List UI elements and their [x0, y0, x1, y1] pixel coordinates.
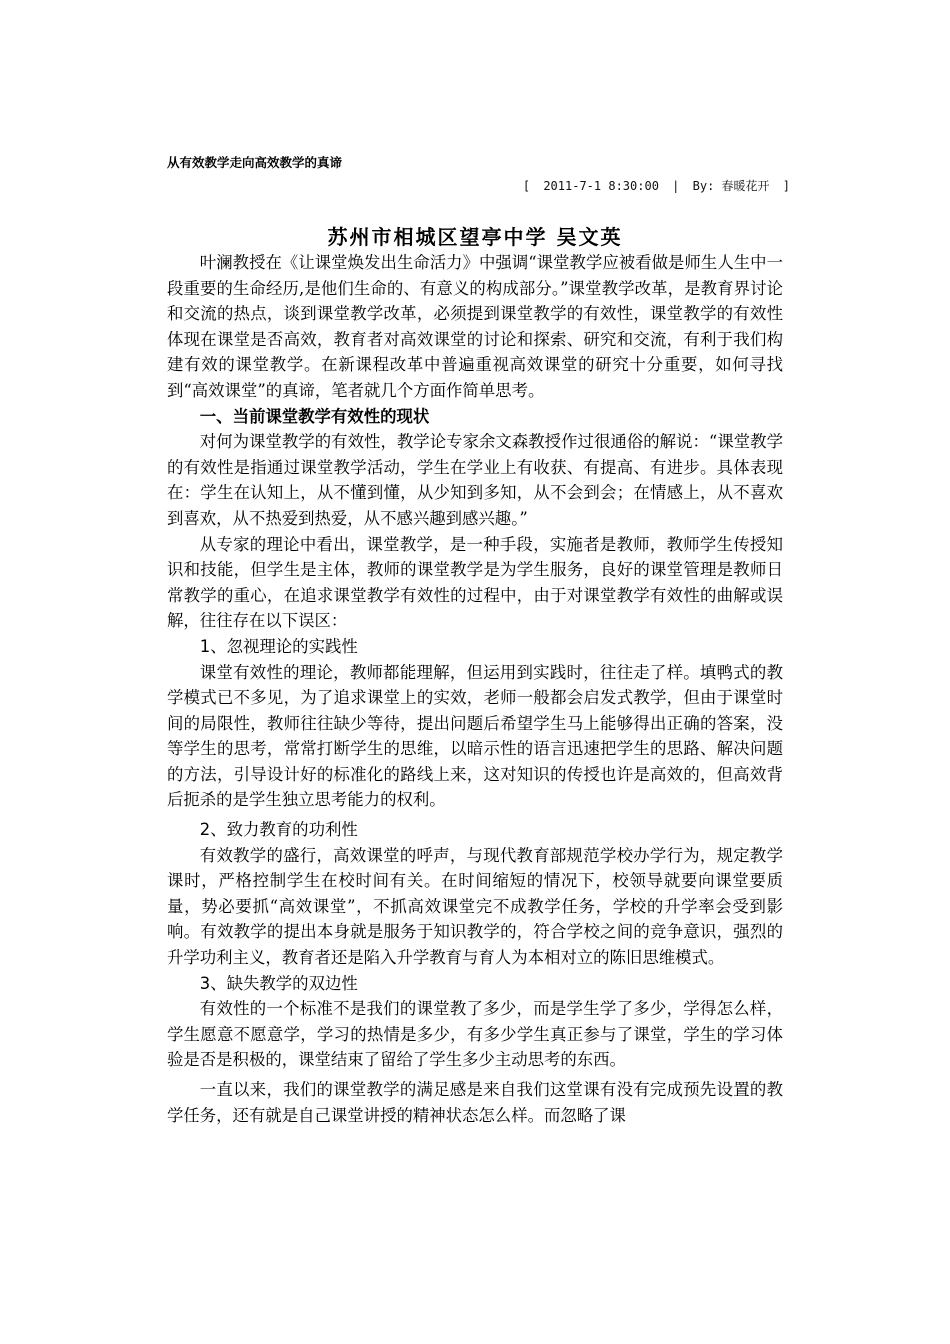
paragraph-2: 从专家的理论中看出，课堂教学，是一种手段，实施者是教师，教师学生传授知识和技能，但学生是主体，教师的课堂教学是为学生服务，良好的课堂管理是教师日常教学的重心，在追求课堂教学有效性的过程中，由于对课堂教学有效性的曲解或误解，往往存在以下误区： — [167, 534, 783, 631]
article-meta — [523, 177, 790, 194]
section-heading-1: 一、当前课堂教学有效性的现状 — [199, 406, 430, 426]
paragraph-1: 对何为课堂教学的有效性，教学论专家余文森教授作过很通俗的解说：“课堂教学的有效性是指通过课堂教学活动，学生在学业上有收获、有提高、有进步。具体表现在：学生在认知上，从不懂到懂，从少知到多知，从不会到会；在情感上，从不喜欢到喜欢，从不热爱到热爱，从不感兴趣到感兴趣。” — [167, 432, 783, 528]
subheading-2: 2、致力教育的功利性 — [199, 820, 358, 840]
meta-separator: | — [672, 179, 680, 193]
subheading-1: 1、忽视理论的实践性 — [199, 636, 358, 656]
article-body — [167, 250, 783, 1128]
meta-bracket-open: [ — [522, 179, 531, 193]
subheading-3: 3、缺失教学的双边性 — [199, 973, 358, 993]
paragraph-3: 课堂有效性的理论，教师都能理解，但运用到实践时，往往走了样。填鸭式的教学模式已不多见，为了追求课堂上的实效，老师一般都会启发式教学，但由于课堂时间的局限性，教师往往缺少等待，提出问题后希望学生马上能够得出正确的答案，没等学生的思考，常常打断学生的思维，以暗示性的语言迅速把学生的思路、解决问题的方法，引导设计好的标准化的路线上来，这对知识的传授也许是高效的，但高效背后扼杀的是学生独立思考能力的权利。 — [167, 662, 783, 810]
article-title: 从有效教学走向高效教学的真谛 — [167, 155, 343, 170]
paragraph-4: 有效教学的盛行，高效课堂的呼声，与现代教育部规范学校办学行为，规定教学课时，严格控制学生在校时间有关。在时间缩短的情况下，校领导就要向课堂要质量，势必要抓“高效课堂”，不抓高效课堂完不成教学任务，学校的升学率会受到影响。有效教学的提出本身就是服务于知识教学的，符合学校之间的竞争意识，强烈的升学功利主义，教育者还是陷入升学教育与育人为本相对立的陈旧思维模式。 — [167, 845, 783, 968]
author-label: By: 春暖花开 — [692, 179, 770, 193]
paragraph-6: 一直以来，我们的课堂教学的满足感是来自我们这堂课有没有完成预先设置的教学任务，还有就是自己课堂讲授的精神状态怎么样。而忽略了课 — [167, 1080, 783, 1125]
intro-paragraph: 叶澜教授在《让课堂焕发出生命活力》中强调“课堂教学应被看做是师生人生中一段重要的生命经历,是他们生命的、有意义的构成部分。”课堂教学改革，是教育界讨论和交流的热点，谈到课堂教学改革，必须提到课堂教学的有效性，课堂教学的有效性体现在课堂是否高效，教育者对高效课堂的讨论和探索、研究和交流，有利于我们构建有效的课堂教学。在新课程改革中普遍重视高效课堂的研究十分重要，如何寻找到“高效课堂”的真谛，笔者就几个方面作简单思考。 — [167, 253, 783, 400]
publish-date: 2011-7-1 8:30:00 — [543, 179, 659, 193]
paragraph-5: 有效性的一个标准不是我们的课堂教了多少，而是学生学了多少，学得怎么样，学生愿意不愿意学，学习的热情是多少，有多少学生真正参与了课堂，学生的学习体验是否是积极的，课堂结束了留给了学生多少主动思考的东西。 — [167, 999, 783, 1070]
author-affiliation: 苏州市相城区望亭中学 吴文英 — [327, 225, 623, 249]
meta-bracket-close: ] — [782, 179, 790, 193]
